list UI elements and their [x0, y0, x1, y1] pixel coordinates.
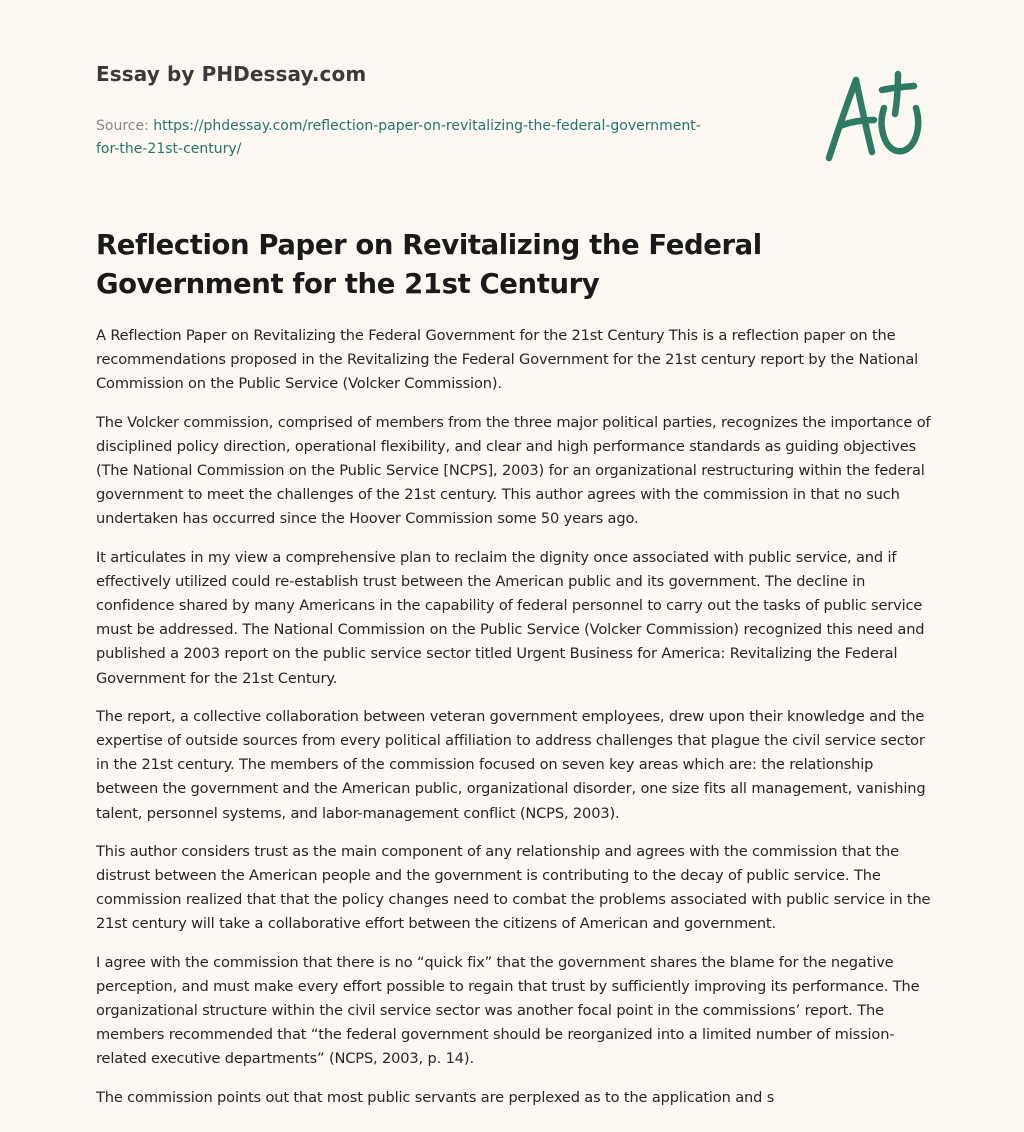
essay-paragraph: A Reflection Paper on Revitalizing the Federal Government for the 21st Century This is a reflection paper on the recommendations proposed in the Revitalizing the Federal Government for the 21st century report by the National Commission on the Public Service (Volcker Commission). — [96, 327, 919, 393]
source-link-line-1: https://phdessay.com/reflection-paper-on-revitalizing-the-federal-government- — [153, 118, 701, 134]
a-plus-logo-icon — [822, 68, 926, 164]
source-link[interactable] — [96, 118, 701, 157]
essay-paragraph: The commission points out that most public servants are perplexed as to the application and s — [96, 1088, 775, 1106]
page-header — [96, 62, 776, 161]
source-label: Source: — [96, 118, 154, 134]
essay-paragraph: The Volcker commission, comprised of members from the three major political parties, recognizes the importance of disciplined policy direction, operational flexibility, and clear and high performance standards as guiding objectives (The National Commission on the Public Service [NCPS], 2003) for an organizational restructuring within the federal government to meet the challenges of the 21st century. This author agrees with the commission in that no such undertaken has occurred since the Hoover Commission some 50 years ago. — [96, 413, 931, 528]
essay-paragraph: It articulates in my view a comprehensive plan to reclaim the dignity once associated with public service, and if effectively utilized could re-establish trust between the American public and its government. The decline in confidence shared by many Americans in the capability of federal personnel to carry out the tasks of public service must be addressed. The National Commission on the Public Service (Volcker Commission) recognized this need and published a 2003 report on the public service sector titled Urgent Business for America: Revitalizing the Federal Government for the 21st Century. — [96, 548, 925, 687]
essay-paragraph: This author considers trust as the main component of any relationship and agrees with the commission that the distrust between the American people and the government is contributing to the decay of public service. The commission realized that that the policy changes need to combat the problems associated with public service in the 21st century will take a collaborative effort between the citizens of American and government. — [96, 842, 931, 933]
source-link-line-2: for-the-21st-century/ — [96, 141, 242, 157]
essay-paragraph: The report, a collective collaboration between veteran government employees, drew upon their knowledge and the expertise of outside sources from every political affiliation to address challenges that plague the civil service sector in the 21st century. The members of the commission focused on seven key areas which are: the relationship between the government and the American public, organizational disorder, one size fits all management, vanishing talent, personnel systems, and labor-management conflict (NCPS, 2003). — [96, 707, 926, 822]
essay-paragraph: I agree with the commission that there is no “quick fix” that the government shares the blame for the negative perception, and must make every effort possible to regain that trust by sufficiently improving its performance. The organizational structure within the civil service sector was another focal point in the commissions’ report. The members recommended that “the federal government should be reorganized into a limited number of mission-related executive departments” (NCPS, 2003, p. 14). — [96, 953, 920, 1068]
source-line — [96, 115, 776, 161]
site-title: Essay by PHDessay.com — [96, 62, 367, 86]
essay-title: Reflection Paper on Revitalizing the Federal Government for the 21st Century — [96, 229, 762, 300]
essay-body — [96, 324, 932, 1124]
